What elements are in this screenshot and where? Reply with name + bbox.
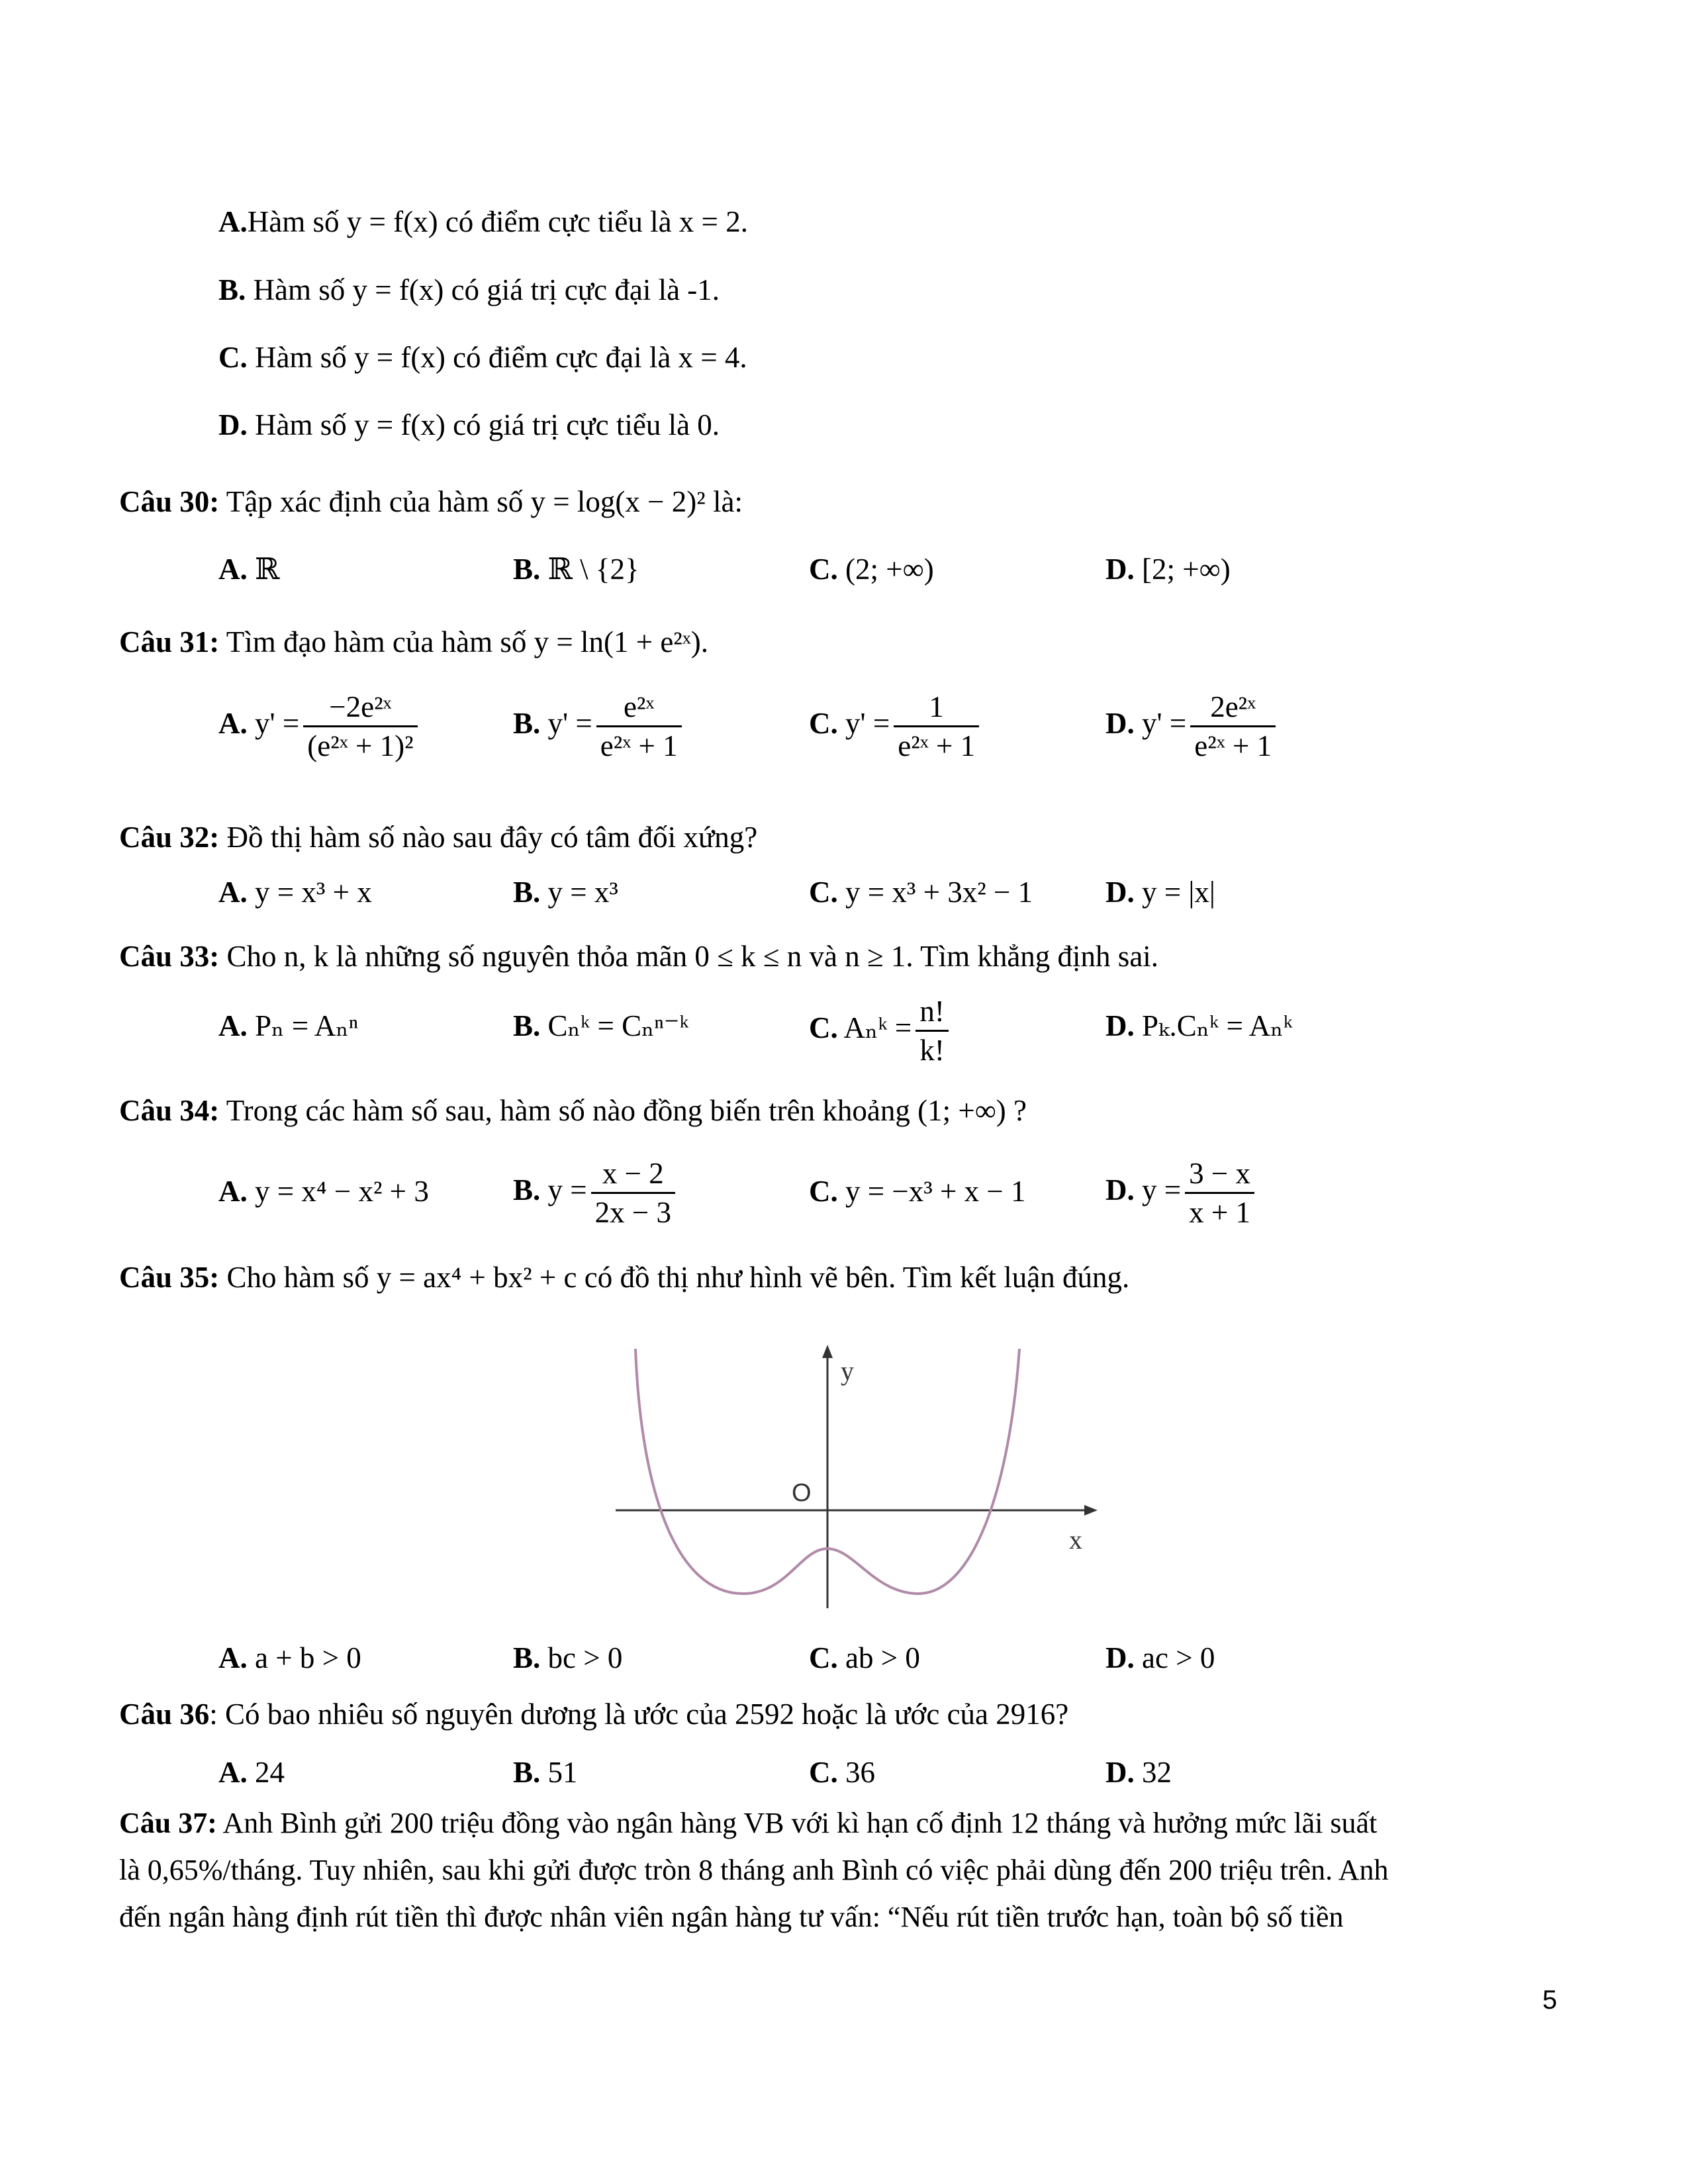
q35-option-a: A. a + b > 0 — [218, 1641, 361, 1674]
q29-option-d: D. Hàm số y = f(x) có giá trị cực tiểu là 0. — [218, 408, 720, 441]
origin-label: O — [792, 1479, 812, 1507]
q35-option-c: C. ab > 0 — [809, 1641, 920, 1674]
q36-question: Câu 36: Có bao nhiêu số nguyên dương là ước của 2592 hoặc là ước của 2916? — [119, 1698, 1069, 1731]
q33-option-b: B. Cₙᵏ = Cₙⁿ⁻ᵏ — [513, 1009, 689, 1042]
y-axis-label: y — [841, 1356, 854, 1386]
q30-option-b: B. ℝ \ {2} — [513, 553, 639, 586]
q35-question: Câu 35: Cho hàm số y = ax⁴ + bx² + c có đồ thị như hình vẽ bên. Tìm kết luận đúng. — [119, 1261, 1130, 1294]
x-axis-label: x — [1069, 1525, 1082, 1555]
q36-option-c: C. 36 — [809, 1756, 875, 1789]
q33-question: Câu 33: Cho n, k là những số nguyên thỏa mãn 0 ≤ k ≤ n và n ≥ 1. Tìm khẳng định sai. — [119, 940, 1159, 973]
q35-option-b: B. bc > 0 — [513, 1641, 623, 1674]
q31-question: Câu 31: Tìm đạo hàm của hàm số y = ln(1 + e²ˣ). — [119, 625, 709, 659]
q31-option-b: B. y' = $\frac{\text{e²ˣ}}{\text{e²ˣ + 1}}$ — [513, 688, 686, 764]
q33-option-c: C. Aₙᵏ = $\frac{n!}{k!}$ — [809, 993, 953, 1069]
q30-option-d: D. [2; +∞) — [1105, 553, 1231, 586]
q30-option-c: C. (2; +∞) — [809, 553, 934, 586]
q33-option-a: A. Pₙ = Aₙⁿ — [218, 1009, 359, 1042]
q33-option-d: D. Pₖ.Cₙᵏ = Aₙᵏ — [1105, 1009, 1293, 1042]
q31-option-d: D. y' = $\frac{\text{2e²ˣ}}{\text{e²ˣ + 1}}$ — [1105, 688, 1280, 764]
q32-option-b: B. y = x³ — [513, 876, 618, 909]
q32-option-a: A. y = x³ + x — [218, 876, 372, 909]
q37-line-2: là 0,65%/tháng. Tuy nhiên, sau khi gửi được tròn 8 tháng anh Bình có việc phải dùng đến 200 triệu trên. Anh — [119, 1854, 1389, 1886]
q30-question: Câu 30: Tập xác định của hàm số y = log(x − 2)² là: — [119, 485, 743, 518]
q36-option-a: A. 24 — [218, 1756, 285, 1789]
q34-option-b: B. y = $\frac{x - 2}{2x - 3}$ — [513, 1155, 679, 1231]
q35-graph — [602, 1330, 1105, 1628]
x-axis-arrow — [1084, 1505, 1098, 1516]
q30-option-a: A. ℝ — [218, 553, 280, 586]
q37-line-3: đến ngân hàng định rút tiền thì được nhân viên ngân hàng tư vấn: “Nếu rút tiền trước hạn, toàn bộ số tiền — [119, 1901, 1344, 1933]
q29-option-b: B. Hàm số y = f(x) có giá trị cực đại là -1. — [218, 273, 720, 306]
q34-option-c: C. y = −x³ + x − 1 — [809, 1175, 1026, 1208]
q36-option-d: D. 32 — [1105, 1756, 1172, 1789]
q34-option-a: A. y = x⁴ − x² + 3 — [218, 1175, 429, 1208]
q32-option-d: D. y = |x| — [1105, 876, 1215, 909]
q31-option-c: C. y' = $\frac{1}{\text{e²ˣ + 1}}$ — [809, 688, 983, 764]
q36-option-b: B. 51 — [513, 1756, 578, 1789]
q31-option-a: A. y' = $\frac{\text{−2e²ˣ}}{\text{(e²ˣ + 1)²}}$ — [218, 688, 422, 764]
q32-question: Câu 32: Đồ thị hàm số nào sau đây có tâm đối xứng? — [119, 821, 758, 854]
q32-option-c: C. y = x³ + 3x² − 1 — [809, 876, 1033, 909]
q29-option-a: A.Hàm số y = f(x) có điểm cực tiểu là x = 2. — [218, 205, 748, 238]
q29-option-c: C. Hàm số y = f(x) có điểm cực đại là x = 4. — [218, 341, 747, 374]
q34-option-d: D. y = $\frac{3 - x}{x + 1}$ — [1105, 1155, 1258, 1231]
q37-line-1: Câu 37: Anh Bình gửi 200 triệu đồng vào ngân hàng VB với kì hạn cố định 12 tháng và hưởng mức lãi suất — [119, 1807, 1378, 1839]
q35-option-d: D. ac > 0 — [1105, 1641, 1215, 1674]
page-number: 5 — [1542, 1985, 1558, 2015]
q34-question: Câu 34: Trong các hàm số sau, hàm số nào đồng biến trên khoảng (1; +∞) ? — [119, 1094, 1027, 1127]
y-axis-arrow — [822, 1345, 833, 1358]
